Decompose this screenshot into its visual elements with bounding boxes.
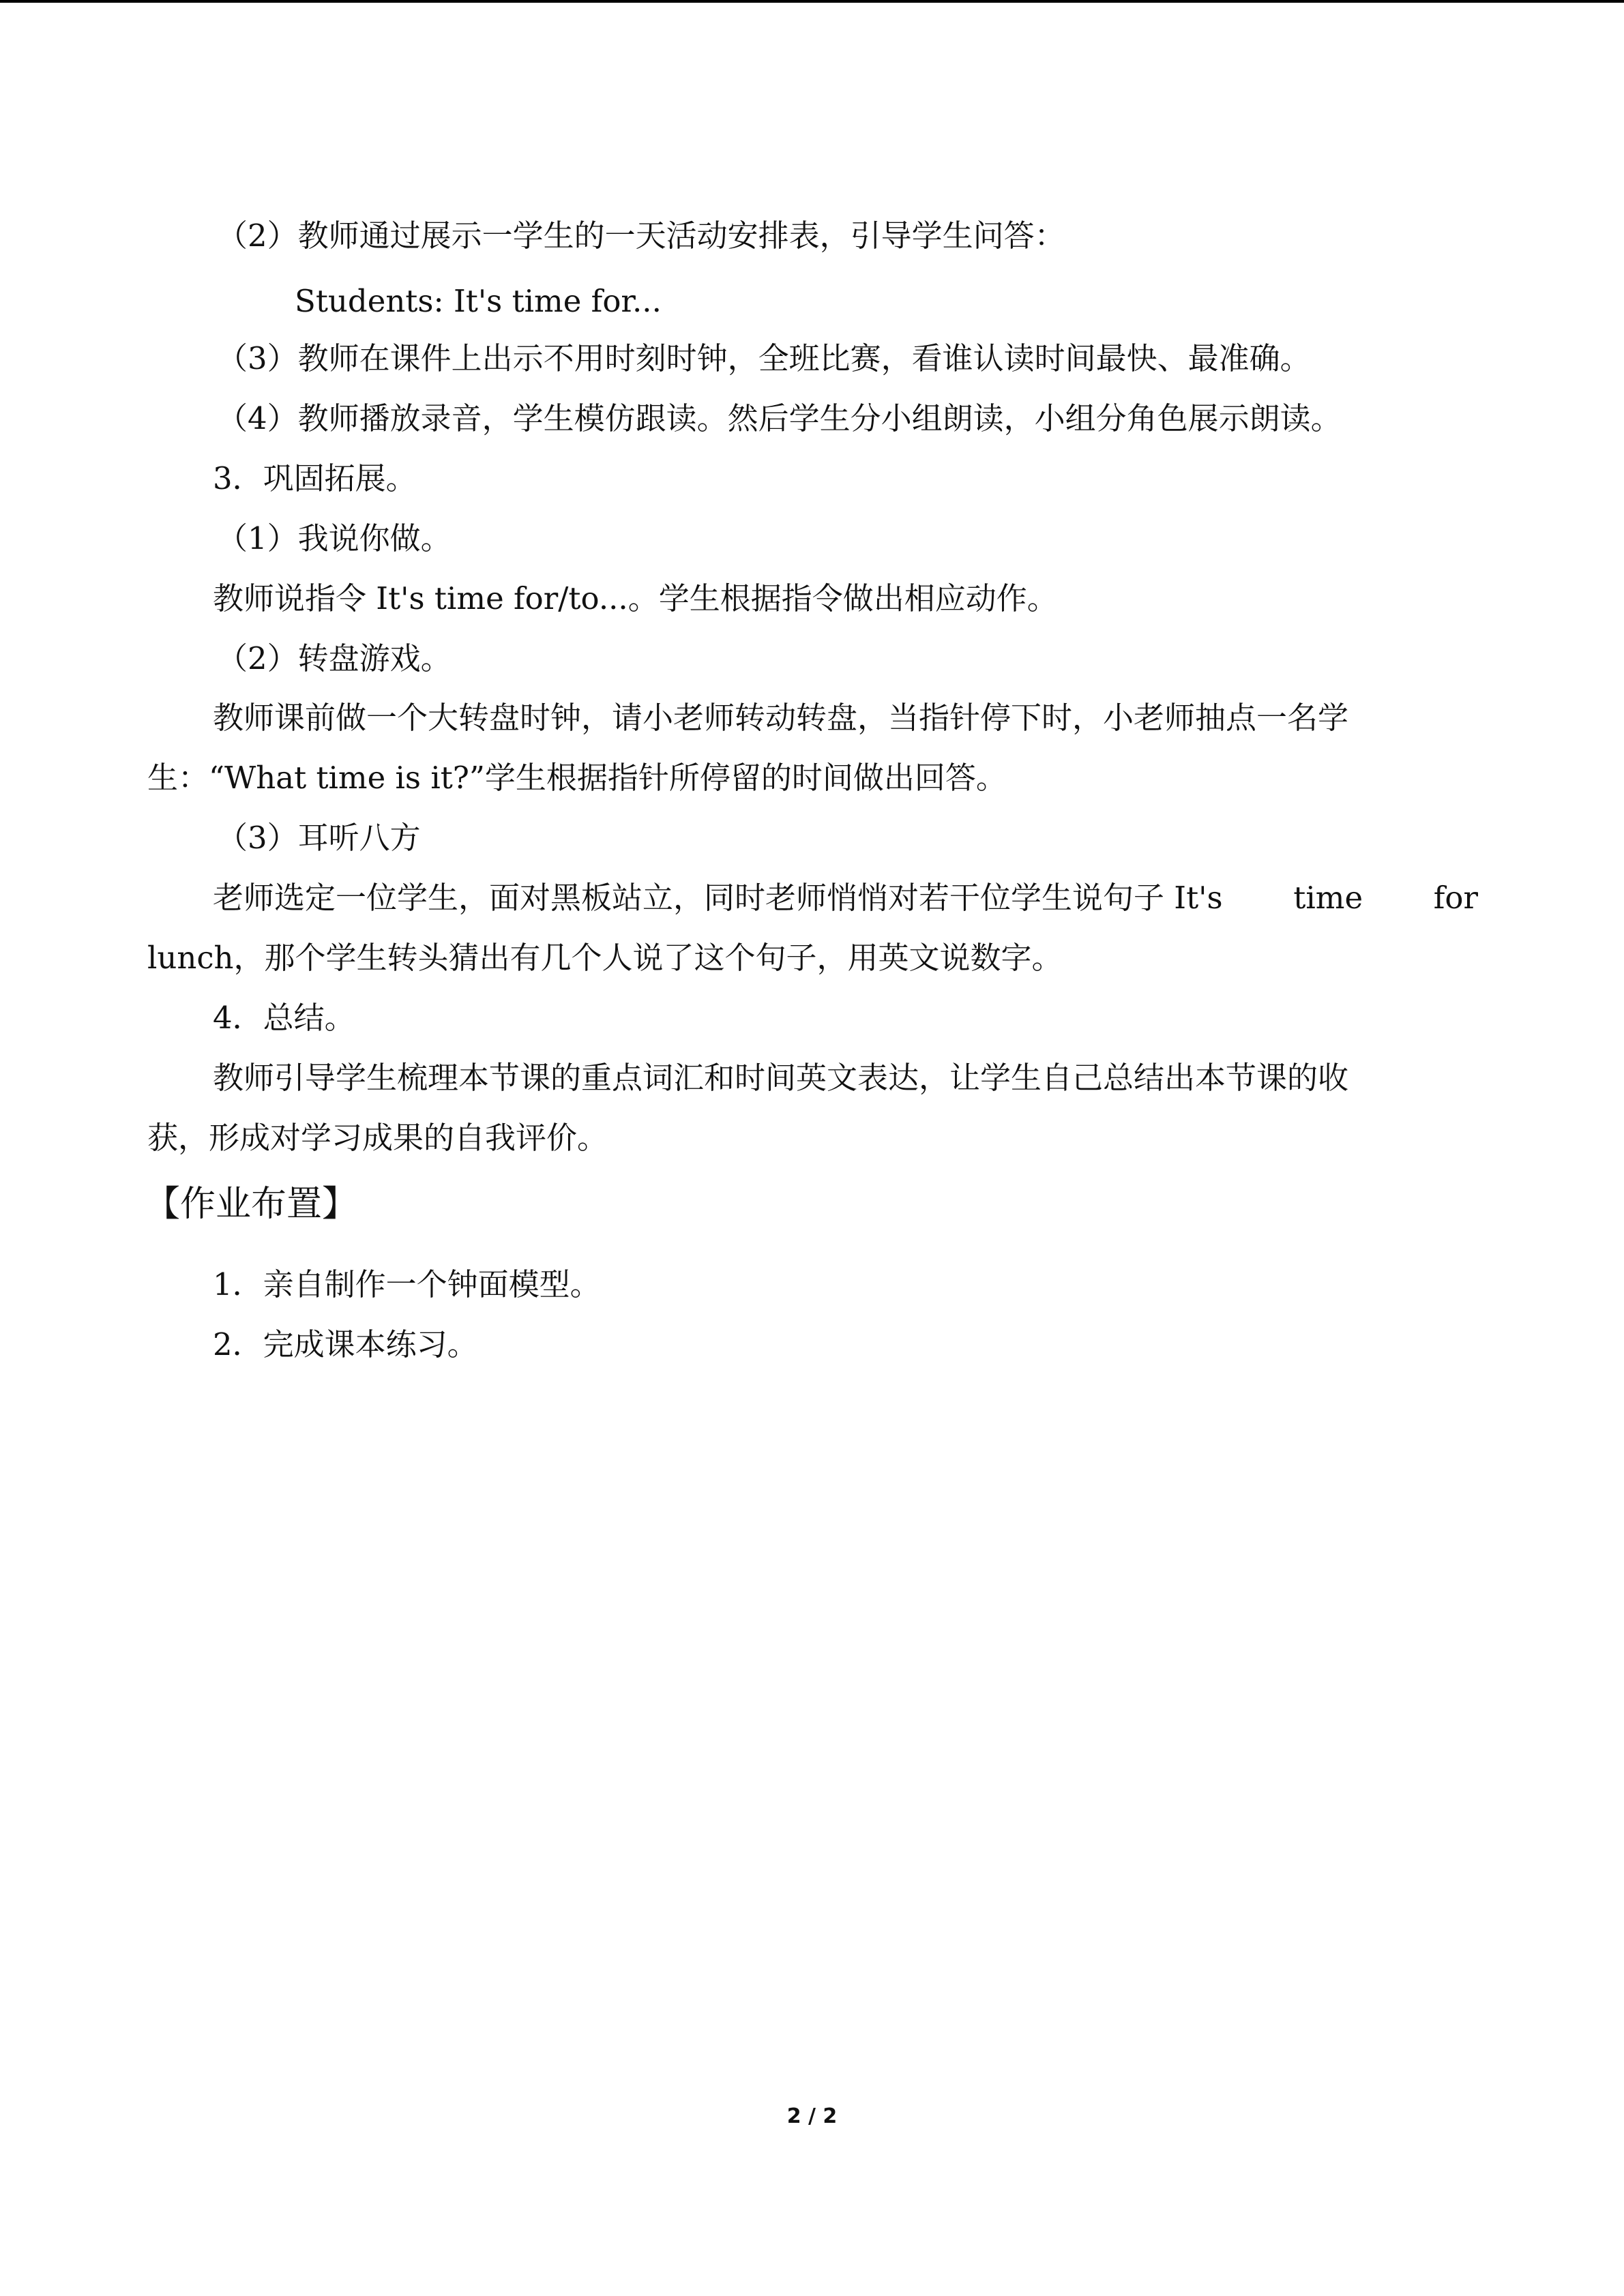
activity-3-title: （3）耳听八方 [217,820,421,856]
page-number: 2 / 2 [786,2104,838,2128]
activity-2-text-line-2: 生：“What time is it?”学生根据指针所停留的时间做出回答。 [147,760,1007,796]
activity-2-title: （2）转盘游戏。 [217,640,452,676]
paragraph-step-2: （2）教师通过展示一学生的一天活动安排表，引导学生问答： [217,218,1065,254]
activity-1-title: （1）我说你做。 [217,520,452,556]
activity-1-text: 教师说指令 It's time for/to...。学生根据指令做出相应动作。 [213,580,1058,616]
activity-2-text-line-1: 教师课前做一个大转盘时钟，请小老师转动转盘，当指针停下时，小老师抽点一名学 [213,700,1349,736]
paragraph-step-4: （4）教师播放录音，学生模仿跟读。然后学生分小组朗读，小组分角色展示朗读。 [217,400,1342,436]
activity-3-text-part-2: time [1293,880,1363,916]
paragraph-step-3: （3）教师在课件上出示不用时刻时钟，全班比赛，看谁认读时间最快、最准确。 [217,340,1311,376]
section-3-title: 3．巩固拓展。 [213,460,417,496]
section-4-title: 4．总结。 [213,1000,355,1036]
homework-item-1: 1．亲自制作一个钟面模型。 [213,1266,601,1302]
activity-3-text-line-1 [213,878,1478,919]
summary-text-line-2: 获，形成对学习成果的自我评价。 [147,1120,608,1156]
homework-item-2: 2．完成课本练习。 [213,1326,478,1362]
activity-3-text-line-2: lunch，那个学生转头猜出有几个人说了这个句子，用英文说数字。 [147,940,1063,976]
activity-3-text-part-1: 老师选定一位学生，面对黑板站立，同时老师悄悄对若干位学生说句子 It's [213,880,1223,916]
summary-text-line-1: 教师引导学生梳理本节课的重点词汇和时间英文表达，让学生自己总结出本节课的收 [213,1060,1349,1096]
students-line: Students: It's time for... [295,283,662,319]
activity-3-text-part-3: for [1433,880,1478,916]
homework-heading: 【作业布置】 [145,1184,358,1225]
